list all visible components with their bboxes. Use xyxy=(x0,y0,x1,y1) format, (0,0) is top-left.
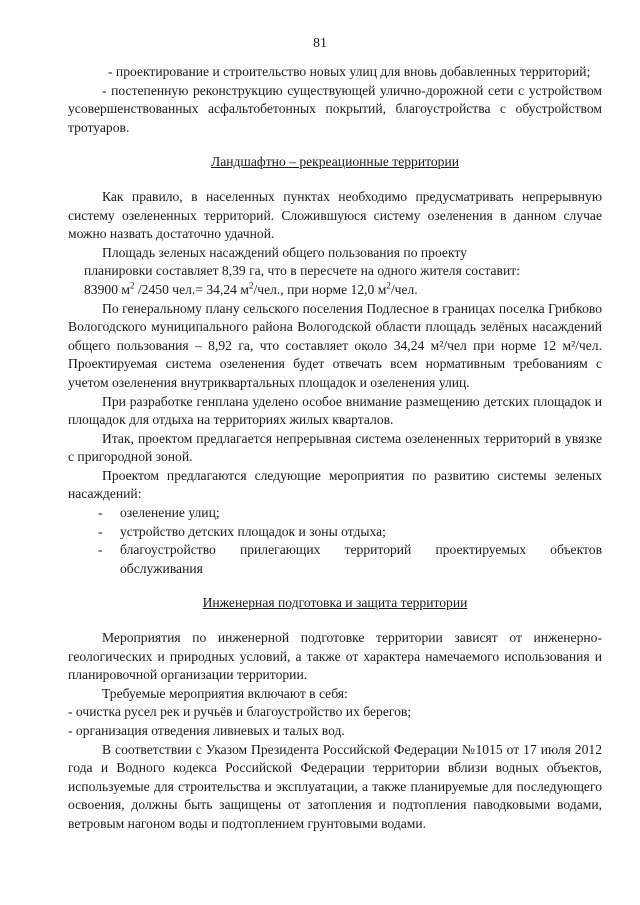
list-item: - озеленение улиц; xyxy=(98,505,220,521)
formula-part: /чел., при норме 12,0 м xyxy=(253,281,387,297)
list-item: - благоустройство прилегающих территорий проектируемых объектов обслуживания xyxy=(98,542,602,576)
section-heading-engineering xyxy=(68,594,602,613)
measures-list xyxy=(68,504,602,578)
intro-item-2: - постепенную реконструкцию существующей улично-дорожной сети с устройством усовершенствованных асфальтобетонных покрытий, благоустройства с обустройством тротуаров. xyxy=(68,82,602,135)
list-item-text: озеленение улиц; xyxy=(120,505,220,521)
formula-sup: 2 xyxy=(386,280,391,291)
paragraph: Мероприятия по инженерной подготовке территории зависят от инженерно-геологических и природных условий, а также от характера намечаемого использования и планировочной организации территории. xyxy=(68,630,602,683)
paragraph: При разработке генплана уделено особое внимание размещению детских площадок и площадок для отдыха на территориях жилых кварталов. xyxy=(68,393,602,428)
formula xyxy=(68,281,602,300)
page-content xyxy=(68,63,602,834)
formula-sup: 2 xyxy=(130,280,135,291)
paragraph: В соответствии с Указом Президента Российской Федерации №1015 от 17 июля 2012 года и Водного кодекса Российской Федерации территории вблизи водных объектов, используемые для строительства и эксплуатации, а также планируемые для последующего освоения, должны быть защищены от затопления и подтопления паводковыми водами, ветровым нагоном воды и подтоплением грунтовыми водами. xyxy=(68,741,602,831)
section-title: Ландшафтно – рекреационные территории xyxy=(210,154,460,170)
list-item: - устройство детских площадок и зоны отдыха; xyxy=(98,523,386,539)
page-number: 81 xyxy=(313,36,327,51)
paragraph: Требуемые мероприятия включают в себя: xyxy=(102,685,348,701)
formula-part: /чел. xyxy=(390,281,418,297)
formula-sup: 2 xyxy=(248,280,254,291)
list-item-text: благоустройство прилегающих территорий проектируемых объектов обслуживания xyxy=(120,542,602,576)
section-title: Инженерная подготовка и защита территории xyxy=(202,595,468,611)
formula-part: 83900 м xyxy=(84,281,130,297)
paragraph: Проектом предлагаются следующие мероприятия по развитию системы зеленых насаждений: xyxy=(68,467,602,502)
intro-item-1: - проектирование и строительство новых улиц для вновь добавленных территорий; xyxy=(108,64,591,79)
list-item: - очистка русел рек и ручьёв и благоустройство их берегов; xyxy=(68,704,412,720)
paragraph: Как правило, в населенных пунктах необходимо предусматривать непрерывную систему озелененных территорий. Сложившуюся систему озеленения в данном случае можно назвать достаточно удачной. xyxy=(68,188,602,242)
paragraph: Итак, проектом предлагается непрерывная система озелененных территорий в увязке с пригородной зоной. xyxy=(68,430,602,465)
section-heading-landscape xyxy=(68,153,602,172)
formula-part: /2450 чел.= 34,24 м xyxy=(134,281,249,297)
paragraph-line: планировки составляет 8,39 га, что в пересчете на одного жителя составит: xyxy=(84,263,520,279)
list-item: - организация отведения ливневых и талых вод. xyxy=(68,723,345,738)
paragraph-line: Площадь зеленых насаждений общего пользования по проекту xyxy=(102,244,467,260)
paragraph: По генеральному плану сельского поселения Подлесное в границах поселка Грибково Вологодского муниципального района Вологодской области площадь зелёных насаждений общего пользования – 8,92 га, что составляет около 34,24 м²/чел при норме 12 м²/чел. Проектируемая система озеленения будет отвечать всем нормативным требованиям с учетом озеленения внутриквартальных площадок и озеленения улиц. xyxy=(68,300,602,390)
list-item-text: устройство детских площадок и зоны отдыха; xyxy=(120,523,386,539)
